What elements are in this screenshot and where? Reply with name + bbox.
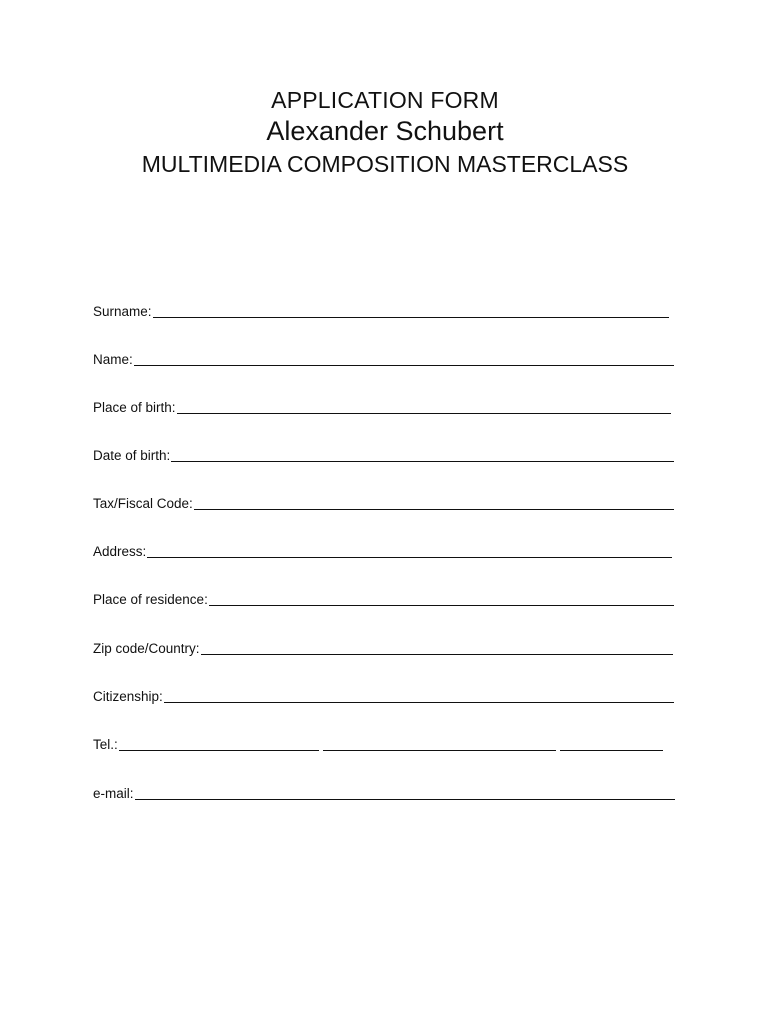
tax-code-label: Tax/Fiscal Code:: [93, 496, 193, 511]
surname-field[interactable]: [93, 300, 669, 320]
email-field[interactable]: [93, 782, 675, 802]
tel-field[interactable]: [93, 733, 665, 753]
email-blank-line[interactable]: [135, 799, 675, 800]
citizenship-field[interactable]: [93, 685, 674, 705]
address-label: Address:: [93, 544, 147, 559]
date-of-birth-field[interactable]: [93, 444, 674, 464]
zip-country-field[interactable]: [93, 637, 673, 657]
form-title: APPLICATION FORM: [271, 87, 499, 113]
tel-blank-line-2[interactable]: [323, 750, 556, 751]
place-of-residence-label: Place of residence:: [93, 592, 208, 607]
masterclass-title: MULTIMEDIA COMPOSITION MASTERCLASS: [141, 151, 629, 177]
date-of-birth-blank-line[interactable]: [171, 461, 674, 462]
citizenship-label: Citizenship:: [93, 689, 163, 704]
citizenship-blank-line[interactable]: [164, 702, 674, 703]
place-of-birth-label: Place of birth:: [93, 400, 176, 415]
zip-country-label: Zip code/Country:: [93, 641, 200, 656]
name-field[interactable]: [93, 348, 674, 368]
address-blank-line[interactable]: [147, 557, 672, 558]
email-label: e-mail:: [93, 786, 134, 801]
surname-label: Surname:: [93, 304, 152, 319]
tel-label: Tel.:: [93, 737, 118, 752]
name-blank-line[interactable]: [134, 365, 674, 366]
form-header: [0, 86, 770, 180]
surname-blank-line[interactable]: [153, 317, 669, 318]
place-of-birth-blank-line[interactable]: [177, 413, 671, 414]
tel-blank-line-1[interactable]: [119, 750, 319, 751]
place-of-residence-field[interactable]: [93, 588, 674, 608]
tel-blanks: [118, 750, 665, 751]
tax-code-blank-line[interactable]: [194, 509, 674, 510]
instructor-name: Alexander Schubert: [266, 116, 504, 146]
address-field[interactable]: [93, 540, 672, 560]
name-label: Name:: [93, 352, 133, 367]
place-of-residence-blank-line[interactable]: [209, 605, 674, 606]
place-of-birth-field[interactable]: [93, 396, 671, 416]
tel-blank-line-3[interactable]: [560, 750, 663, 751]
tax-code-field[interactable]: [93, 492, 674, 512]
date-of-birth-label: Date of birth:: [93, 448, 171, 463]
zip-country-blank-line[interactable]: [201, 654, 673, 655]
